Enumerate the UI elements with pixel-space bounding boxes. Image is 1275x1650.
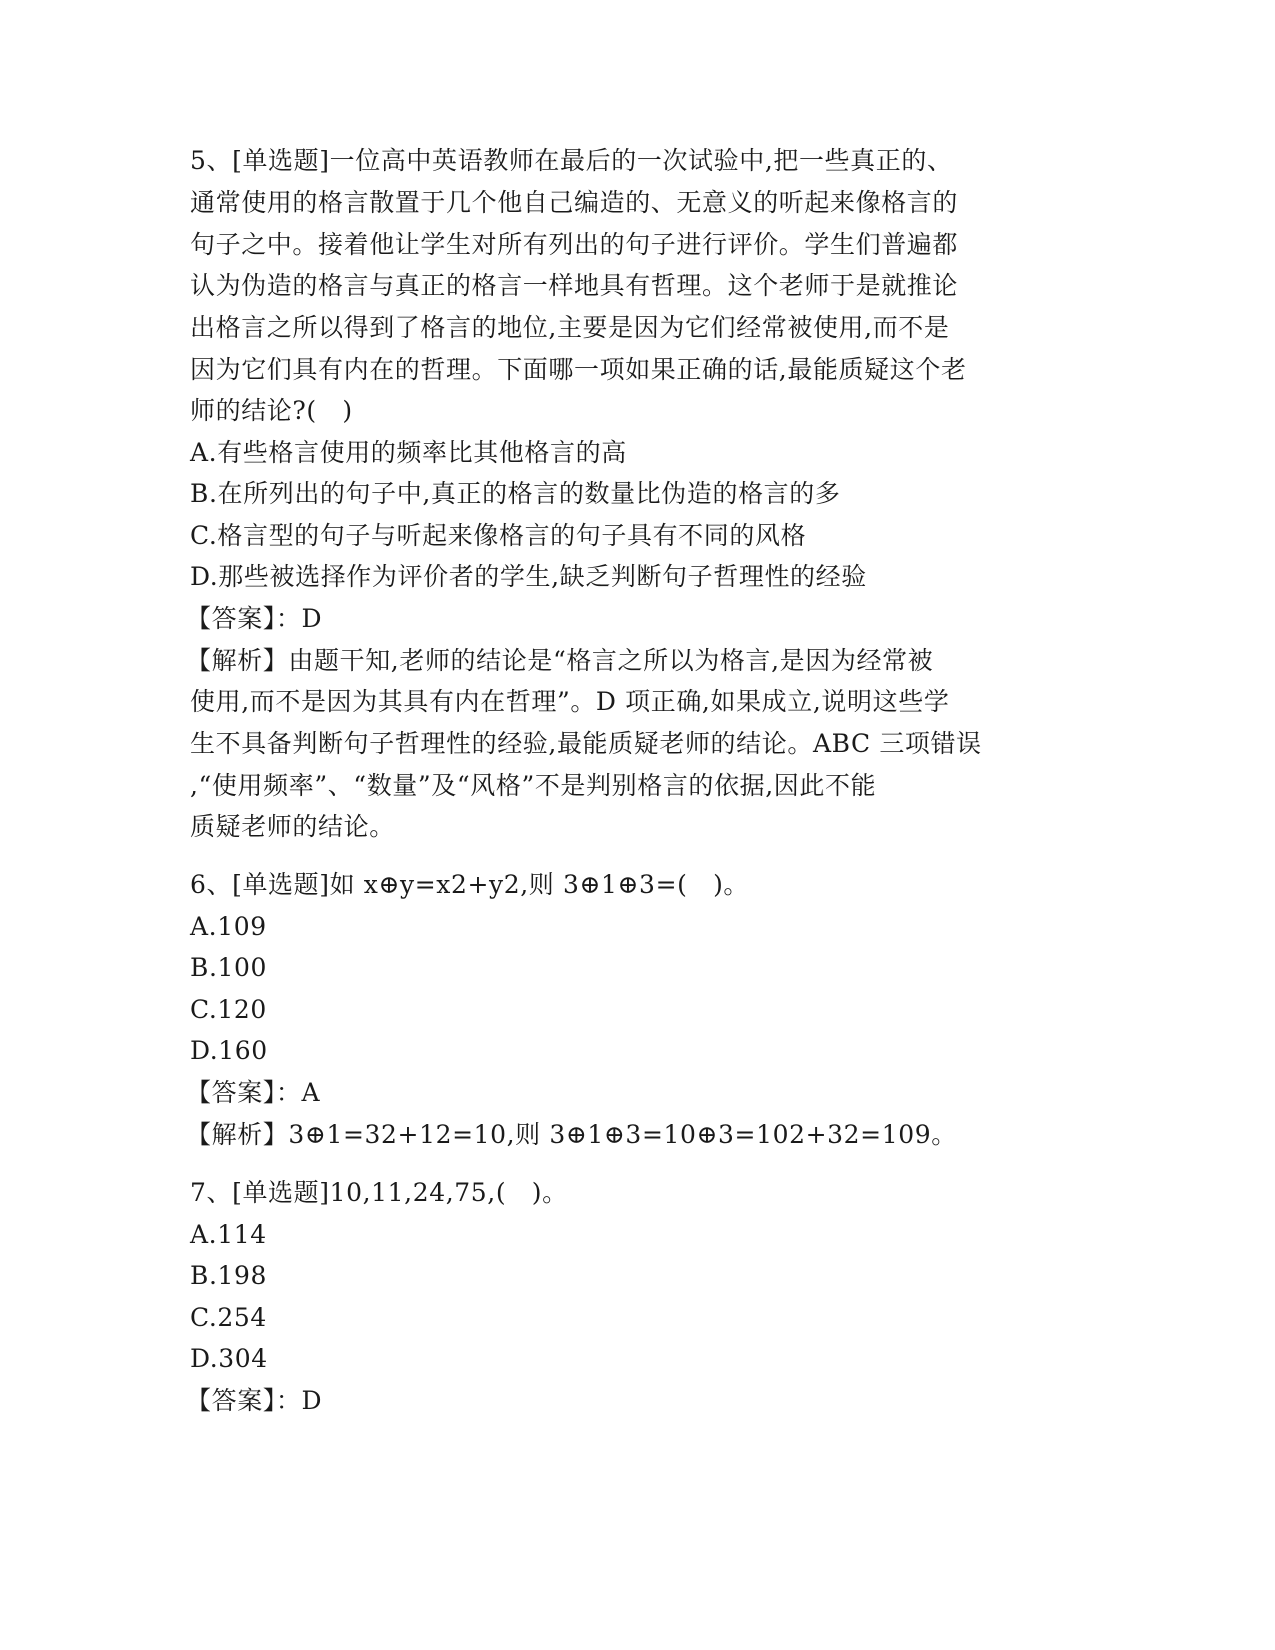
question-stem-line: 认为伪造的格言与真正的格言一样地具有哲理。这个老师于是就推论 bbox=[190, 271, 959, 300]
answer-line: 【答案】：A bbox=[186, 1078, 321, 1107]
option-d: D.那些被选择作为评价者的学生,缺乏判断句子哲理性的经验 bbox=[190, 562, 867, 591]
option-c: C.254 bbox=[190, 1303, 267, 1332]
option-c: C.120 bbox=[190, 995, 267, 1024]
option-a: A.有些格言使用的频率比其他格言的高 bbox=[190, 438, 627, 467]
analysis-line: 【解析】由题干知,老师的结论是“格言之所以为格言,是因为经常被 bbox=[186, 646, 934, 675]
analysis-line: ,“使用频率”、“数量”及“风格”不是判别格言的依据,因此不能 bbox=[190, 771, 877, 800]
option-b: B.100 bbox=[190, 953, 268, 982]
question-stem-line: 通常使用的格言散置于几个他自己编造的、无意义的听起来像格言的 bbox=[190, 188, 959, 217]
analysis-line: 生不具备判断句子哲理性的经验,最能质疑老师的结论。ABC 三项错误 bbox=[190, 729, 982, 758]
question-stem-line: 因为它们具有内在的哲理。下面哪一项如果正确的话,最能质疑这个老 bbox=[190, 355, 967, 384]
option-d: D.304 bbox=[190, 1344, 268, 1373]
analysis-line: 【解析】3⊕1=32+12=10,则 3⊕1⊕3=10⊕3=102+32=109。 bbox=[186, 1120, 957, 1149]
option-d: D.160 bbox=[190, 1036, 268, 1065]
option-b: B.在所列出的句子中,真正的格言的数量比伪造的格言的多 bbox=[190, 479, 841, 508]
question-stem-line: 句子之中。接着他让学生对所有列出的句子进行评价。学生们普遍都 bbox=[190, 230, 959, 259]
question-stem-line: 7、[单选题]10,11,24,75,( )。 bbox=[190, 1178, 568, 1207]
answer-line: 【答案】：D bbox=[186, 1386, 323, 1415]
question-stem-line: 5、[单选题]一位高中英语教师在最后的一次试验中,把一些真正的、 bbox=[190, 146, 953, 175]
question-stem-line: 6、[单选题]如 x⊕y=x2+y2,则 3⊕1⊕3=( )。 bbox=[190, 870, 750, 899]
option-b: B.198 bbox=[190, 1261, 268, 1290]
option-a: A.114 bbox=[190, 1220, 267, 1249]
answer-line: 【答案】：D bbox=[186, 604, 323, 633]
question-stem-line: 出格言之所以得到了格言的地位,主要是因为它们经常被使用,而不是 bbox=[190, 313, 950, 342]
question-stem-line: 师的结论?( ) bbox=[190, 396, 353, 425]
analysis-line: 质疑老师的结论。 bbox=[190, 812, 395, 841]
analysis-line: 使用,而不是因为其具有内在哲理”。D 项正确,如果成立,说明这些学 bbox=[190, 687, 950, 716]
option-a: A.109 bbox=[190, 912, 267, 941]
option-c: C.格言型的句子与听起来像格言的句子具有不同的风格 bbox=[190, 521, 807, 550]
